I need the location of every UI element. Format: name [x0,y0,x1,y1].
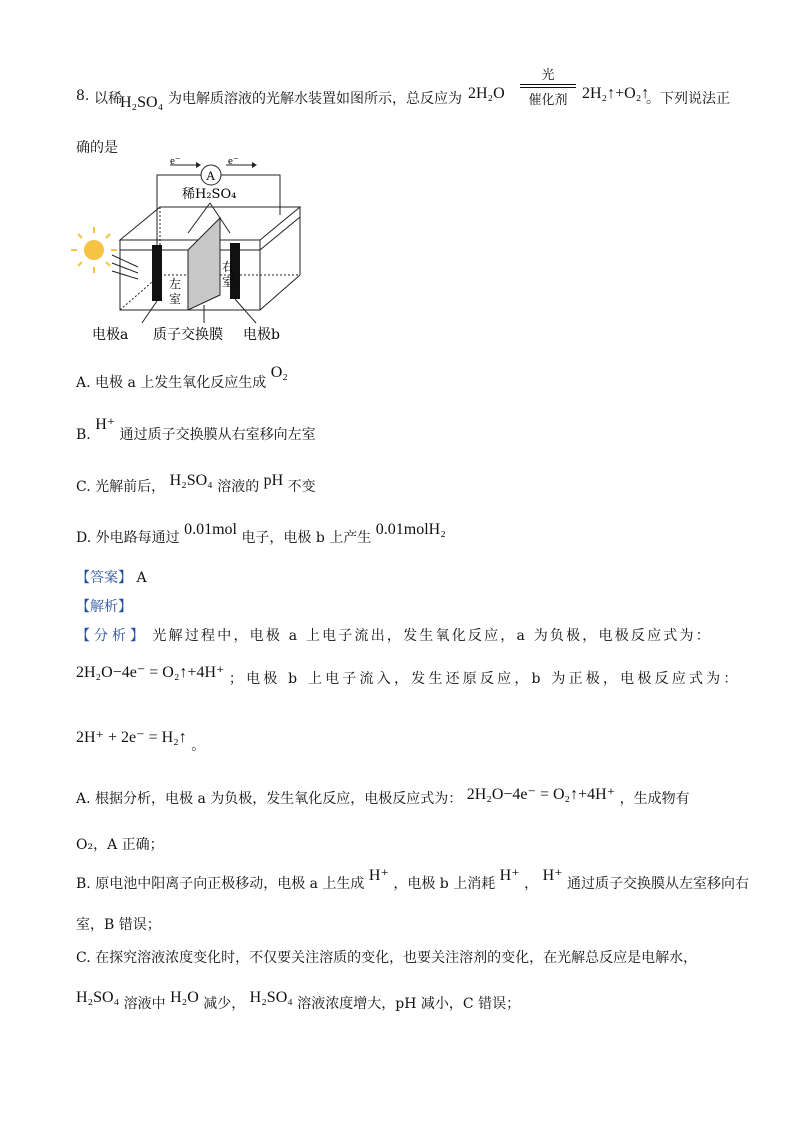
analysis-c-f2: H₂O [170,989,199,1006]
fenxi-label: 【分析】 [76,628,148,644]
question-stem-part3: 。下列说法正 [646,91,730,107]
analysis-eq2: 2H⁺ + 2e⁻ = H₂↑ [76,729,187,746]
analysis-text2: ；电极 b 上电子流入，发生还原反应，b 为正极，电极反应式为： [228,671,741,687]
analysis-b-text-c: ， [524,876,539,892]
reaction-condition-bottom: 催化剂 [528,93,568,108]
analysis-b-h3: H⁺ [542,867,563,884]
analysis-line1 [76,625,712,645]
analysis-c-t1: 溶液中 [123,996,166,1012]
option-c-text2: 溶液的 [217,479,260,495]
option-c-letter: C. [76,479,91,495]
analysis-c-f1: H₂SO₄ [76,989,120,1006]
option-c [76,472,316,496]
analysis-a-line1 [76,788,690,808]
analysis-c-t3: 溶液浓度增大，pH 减小，C 错误； [297,996,521,1012]
analysis-a-text: A. 根据分析，电极 a 为负极，发生氧化反应，电极反应式为： [76,791,463,807]
analysis-a-line2: O₂，A 正确； [76,837,164,853]
analysis-b-h2: H⁺ [499,867,520,884]
analysis-line2 [76,664,741,688]
membrane-label: 质子交换膜 [153,327,223,343]
option-c-text1: 光解前后， [95,479,166,495]
analysis-line3 [76,727,206,754]
option-b-formula: H⁺ [95,416,116,433]
analysis-b-h1: H⁺ [368,867,389,884]
option-c-text3: 不变 [287,479,316,495]
analysis-eq1: 2H₂O−4e⁻ = O₂↑+4H⁺ [76,664,225,681]
analysis-b-text-a: B. 原电池中阳离子向正极移动，电极 a 上生成 [76,876,365,892]
light-rays [112,255,138,279]
question-stem-part1: 以稀 [94,91,122,107]
option-a-formula: O₂ [270,364,288,381]
option-a-text: 电极 a 上发生氧化反应生成 [95,375,267,391]
analysis-c-line2 [76,989,521,1013]
ammeter-label: A [206,168,216,183]
option-d-formula2: 0.01molH₂ [375,521,446,538]
electrode-a [152,245,162,301]
wire-left [157,175,201,245]
reaction-condition [520,64,576,108]
option-b [76,416,316,444]
analysis-eq2-end: 。 [191,738,206,754]
analysis-a-eq: 2H₂O−4e⁻ = O₂↑+4H⁺ [466,786,616,803]
right-room-label-2: 室 [222,275,235,289]
option-b-text: 通过质子交换膜从右室移向左室 [119,427,316,443]
left-room-label-1: 左 [169,277,182,291]
analysis-c-line1: C. 在探究溶液浓度变化时，不仅要关注溶质的变化，也要关注溶剂的变化，在光解总反应是电解水， [76,950,698,966]
reaction-condition-top: 光 [541,68,555,83]
analysis-c-f3: H₂SO₄ [249,989,293,1006]
question-stem-part2: 为电解质溶液的光解水装置如图所示，总反应为 [168,91,462,107]
option-c-formula1: H₂SO₄ [169,472,213,489]
proton-exchange-membrane [188,218,220,310]
option-d-letter: D. [76,530,92,546]
left-room-label-2: 室 [169,292,182,306]
option-d-text2: 电子，电极 b 上产生 [241,530,372,546]
option-b-letter: B. [76,427,91,443]
question-acid-formula: H₂SO₄ [120,94,164,111]
electron-right-label: e⁻ [228,155,239,167]
right-room-label-1: 右 [222,260,235,274]
electron-left-label: e⁻ [170,155,181,167]
analysis-b-line2: 室，B 错误； [76,917,161,933]
analysis-b-text-d: 通过质子交换膜从左室移向右 [567,876,750,892]
electrode-a-label: 电极a [92,327,129,343]
answer-label: 【答案】 [76,570,132,586]
answer-line [76,567,147,587]
option-a-letter: A. [76,375,91,391]
option-d-text1: 外电路每通过 [95,530,180,546]
answer-value: A [136,570,147,586]
option-a [76,364,288,392]
option-d-formula1: 0.01mol [184,521,237,538]
sun-icon [71,227,117,273]
analysis-a-end: ，生成物有 [619,791,690,807]
electrode-b-label: 电极b [243,327,280,343]
analysis-b-text-b: ，电极 b 上消耗 [393,876,496,892]
option-c-formula2: pH [263,472,284,489]
analysis-b-line1 [76,867,750,893]
analysis-label: 【解析】 [76,599,132,615]
solution-label: 稀H₂SO₄ [182,187,237,202]
option-d [76,521,446,547]
question-number: 8. [76,88,90,104]
analysis-text1: 光解过程中，电极 a 上电子流出，发生氧化反应，a 为负极，电极反应式为： [152,628,712,644]
reaction-equals-sign [520,84,576,88]
electrolysis-apparatus-figure [70,155,320,355]
question-stem-line2: 确的是 [76,140,118,156]
reaction-right: 2H₂↑+O₂↑ [582,85,650,102]
reaction-left: 2H₂O [468,85,505,102]
analysis-c-t2: 减少， [203,996,246,1012]
